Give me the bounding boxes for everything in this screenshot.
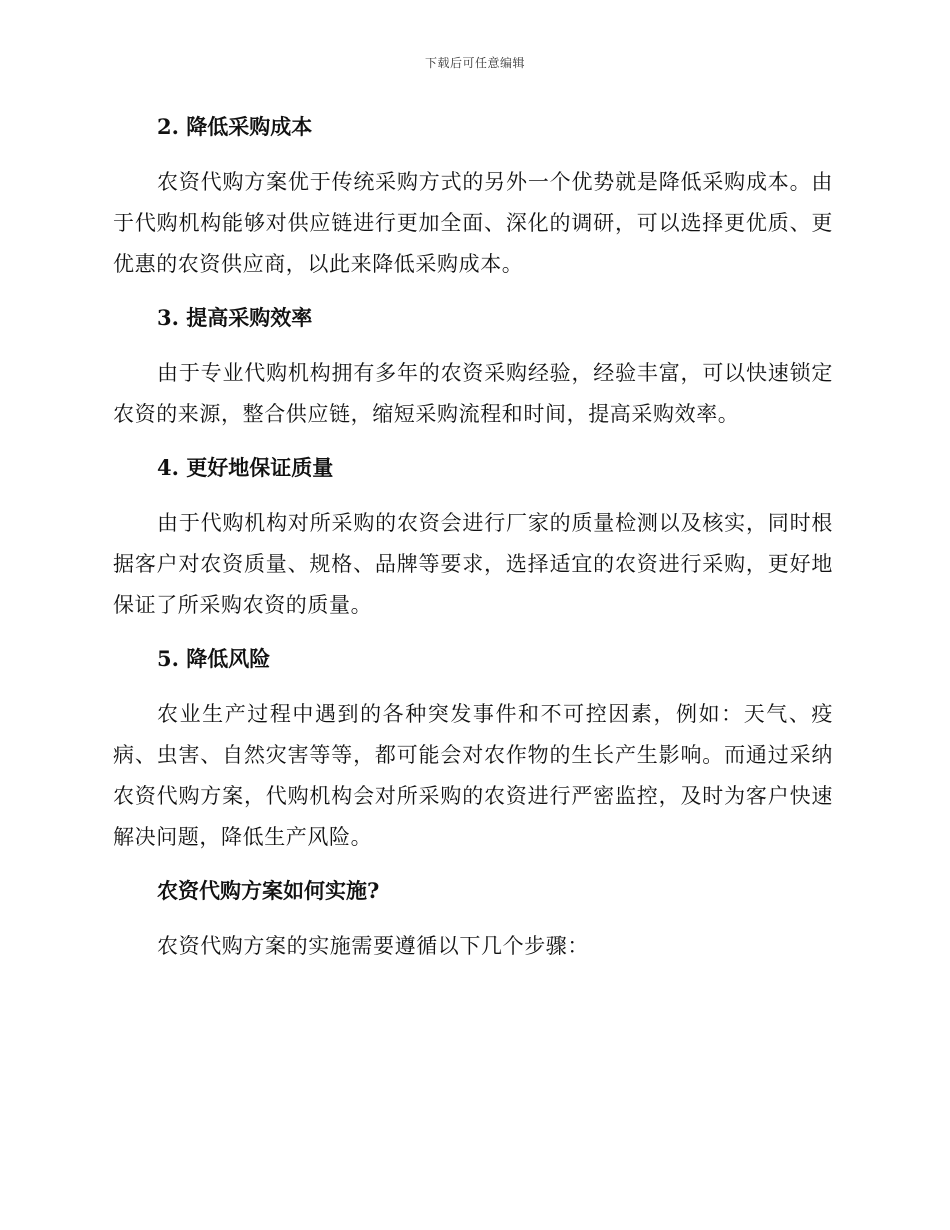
section-heading: 2. 降低采购成本 <box>157 114 313 139</box>
section-paragraph: 由于专业代购机构拥有多年的农资采购经验，经验丰富，可以快速锁定农资的来源，整合供应链，缩短采购流程和时间，提高采购效率。 <box>113 361 833 426</box>
section-cost <box>113 108 833 299</box>
document-body <box>113 108 833 967</box>
section-heading: 5. 降低风险 <box>157 646 271 671</box>
section-efficiency <box>113 299 833 449</box>
section-heading: 农资代购方案如何实施? <box>157 878 380 903</box>
section-paragraph: 农资代购方案优于传统采购方式的另外一个优势就是降低采购成本。由于代购机构能够对供应链进行更加全面、深化的调研，可以选择更优质、更优惠的农资供应商，以此来降低采购成本。 <box>113 170 833 276</box>
section-paragraph: 农业生产过程中遇到的各种突发事件和不可控因素，例如：天气、疫病、虫害、自然灾害等等，都可能会对农作物的生长产生影响。而通过采纳农资代购方案，代购机构会对所采购的农资进行严密监控，及时为客户快速解决问题，降低生产风险。 <box>113 702 833 849</box>
section-implementation <box>113 872 833 967</box>
section-paragraph: 农资代购方案的实施需要遵循以下几个步骤： <box>157 934 589 958</box>
page-header-note: 下载后可任意编辑 <box>424 56 525 70</box>
section-paragraph: 由于代购机构对所采购的农资会进行厂家的质量检测以及核实，同时根据客户对农资质量、规格、品牌等要求，选择适宜的农资进行采购，更好地保证了所采购农资的质量。 <box>113 511 833 617</box>
section-risk <box>113 640 833 872</box>
section-heading: 4. 更好地保证质量 <box>157 455 334 480</box>
section-heading: 3. 提高采购效率 <box>157 305 313 330</box>
section-quality <box>113 449 833 640</box>
